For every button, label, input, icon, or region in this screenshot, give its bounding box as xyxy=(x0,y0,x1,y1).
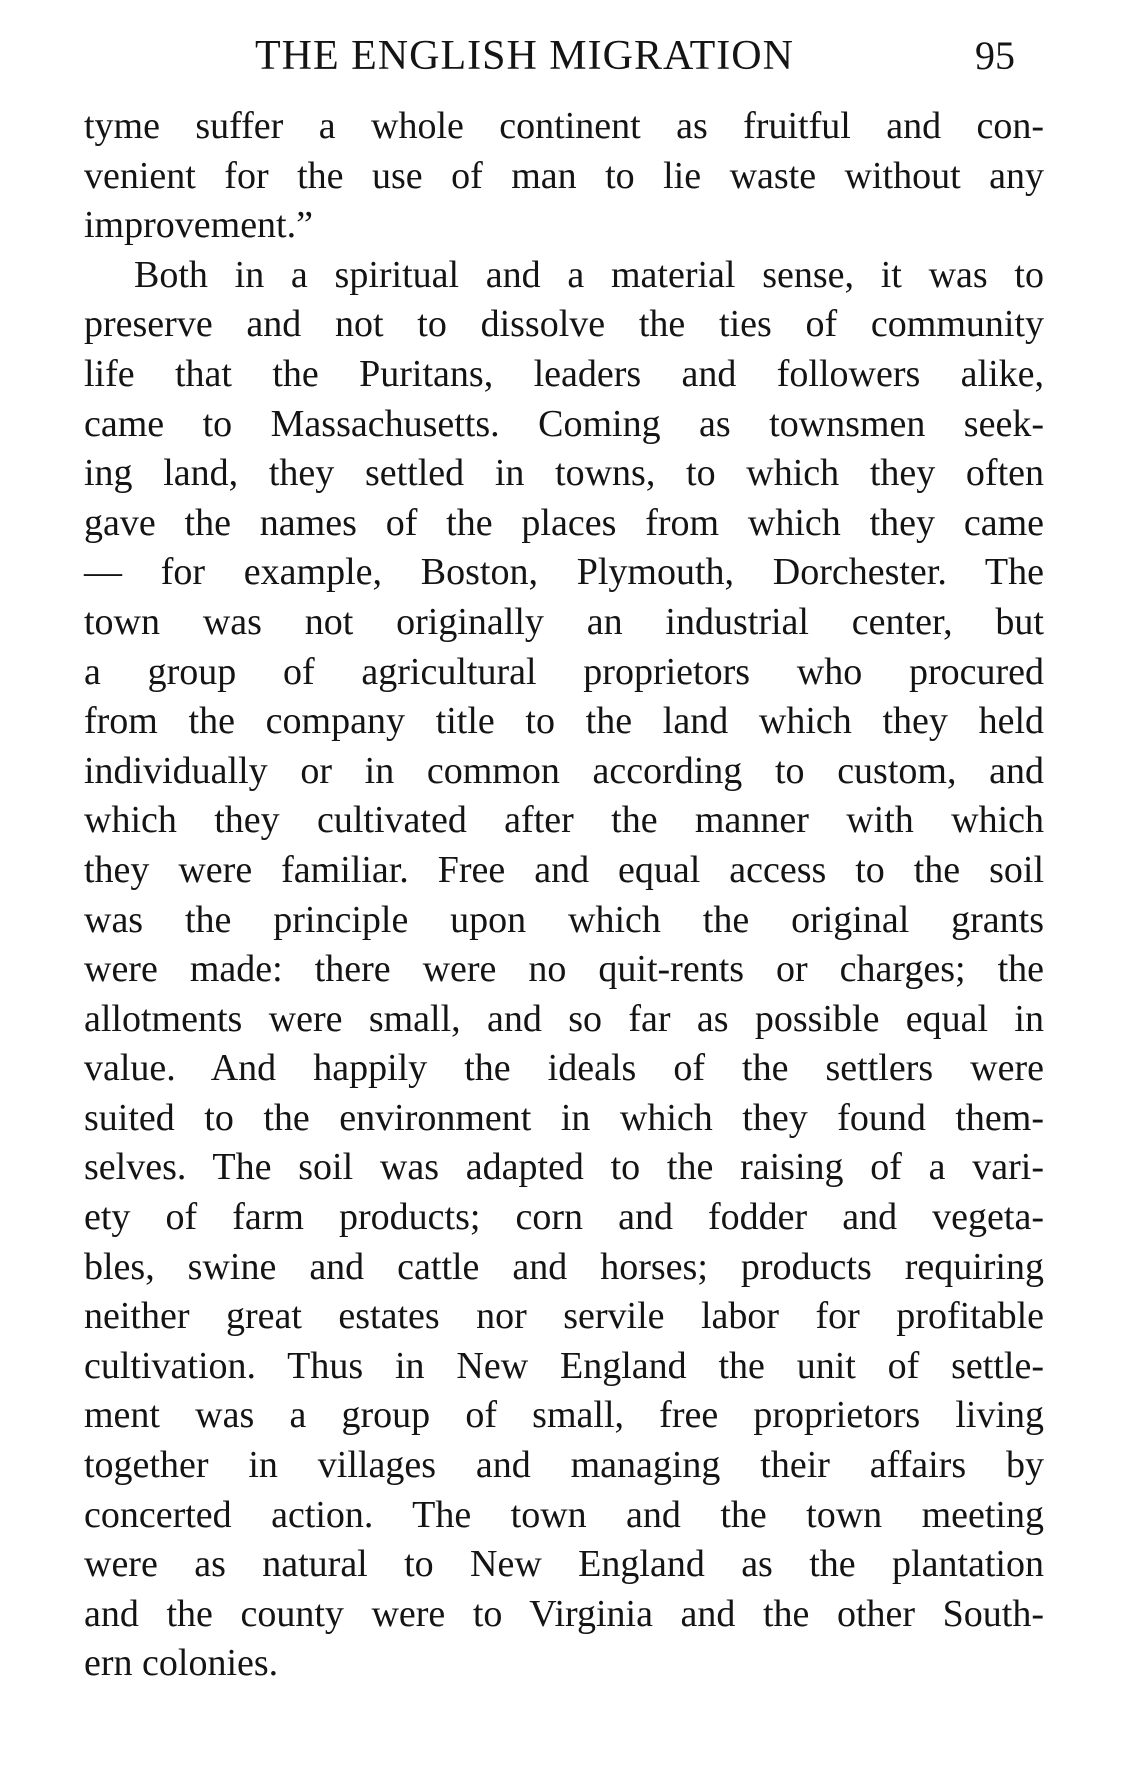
text-line: together in villages and managing their affairs by xyxy=(84,1444,1044,1487)
text-line: from the company title to the land which they held xyxy=(84,700,1044,743)
text-line: they were familiar. Free and equal access to the soil xyxy=(84,848,1044,891)
text-line: bles, swine and cattle and horses; products requiring xyxy=(84,1245,1044,1288)
text-line: concerted action. The town and the town meeting xyxy=(84,1493,1044,1536)
paragraph-first-line: Both in a spiritual and a material sense, it was to xyxy=(134,253,1044,296)
text-line: value. And happily the ideals of the settlers were xyxy=(84,1047,1044,1090)
text-line: came to Massachusetts. Coming as townsmen seek- xyxy=(84,402,1044,445)
text-line: — for example, Boston, Plymouth, Dorchester. The xyxy=(84,551,1044,594)
page-header xyxy=(0,28,1128,88)
text-line: town was not originally an industrial center, but xyxy=(84,600,1044,643)
text-line: were made: there were no quit-rents or charges; the xyxy=(84,948,1044,991)
paragraph-last-line: ern colonies. xyxy=(84,1642,279,1685)
text-line: individually or in common according to custom, and xyxy=(84,749,1044,792)
text-line: neither great estates nor servile labor for profitable xyxy=(84,1295,1044,1338)
text-line: suited to the environment in which they found them- xyxy=(84,1096,1044,1139)
text-line: which they cultivated after the manner with which xyxy=(84,799,1044,842)
text-line: venient for the use of man to lie waste without any xyxy=(84,154,1044,197)
text-line: was the principle upon which the original grants xyxy=(84,898,1044,941)
text-line: gave the names of the places from which they came xyxy=(84,501,1044,544)
text-line: ing land, they settled in towns, to which they often xyxy=(84,452,1044,495)
page-number: 95 xyxy=(975,33,1015,78)
text-line: allotments were small, and so far as possible equal in xyxy=(84,997,1044,1040)
text-line: ment was a group of small, free proprietors living xyxy=(84,1394,1044,1437)
text-line: were as natural to New England as the plantation xyxy=(84,1543,1044,1586)
text-line: selves. The soil was adapted to the raising of a vari- xyxy=(84,1146,1044,1189)
text-line: cultivation. Thus in New England the unit of settle- xyxy=(84,1344,1044,1387)
text-line: preserve and not to dissolve the ties of community xyxy=(84,303,1044,346)
text-line: and the county were to Virginia and the other South- xyxy=(84,1592,1044,1635)
text-line: ety of farm products; corn and fodder and vegeta- xyxy=(84,1196,1044,1239)
text-line: tyme suffer a whole continent as fruitful and con- xyxy=(84,105,1044,147)
running-title: THE ENGLISH MIGRATION xyxy=(255,33,794,79)
text-line: improvement.” xyxy=(84,204,313,247)
body-text xyxy=(84,102,1044,1689)
text-line: life that the Puritans, leaders and followers alike, xyxy=(84,352,1044,395)
text-line: a group of agricultural proprietors who procured xyxy=(84,650,1044,693)
